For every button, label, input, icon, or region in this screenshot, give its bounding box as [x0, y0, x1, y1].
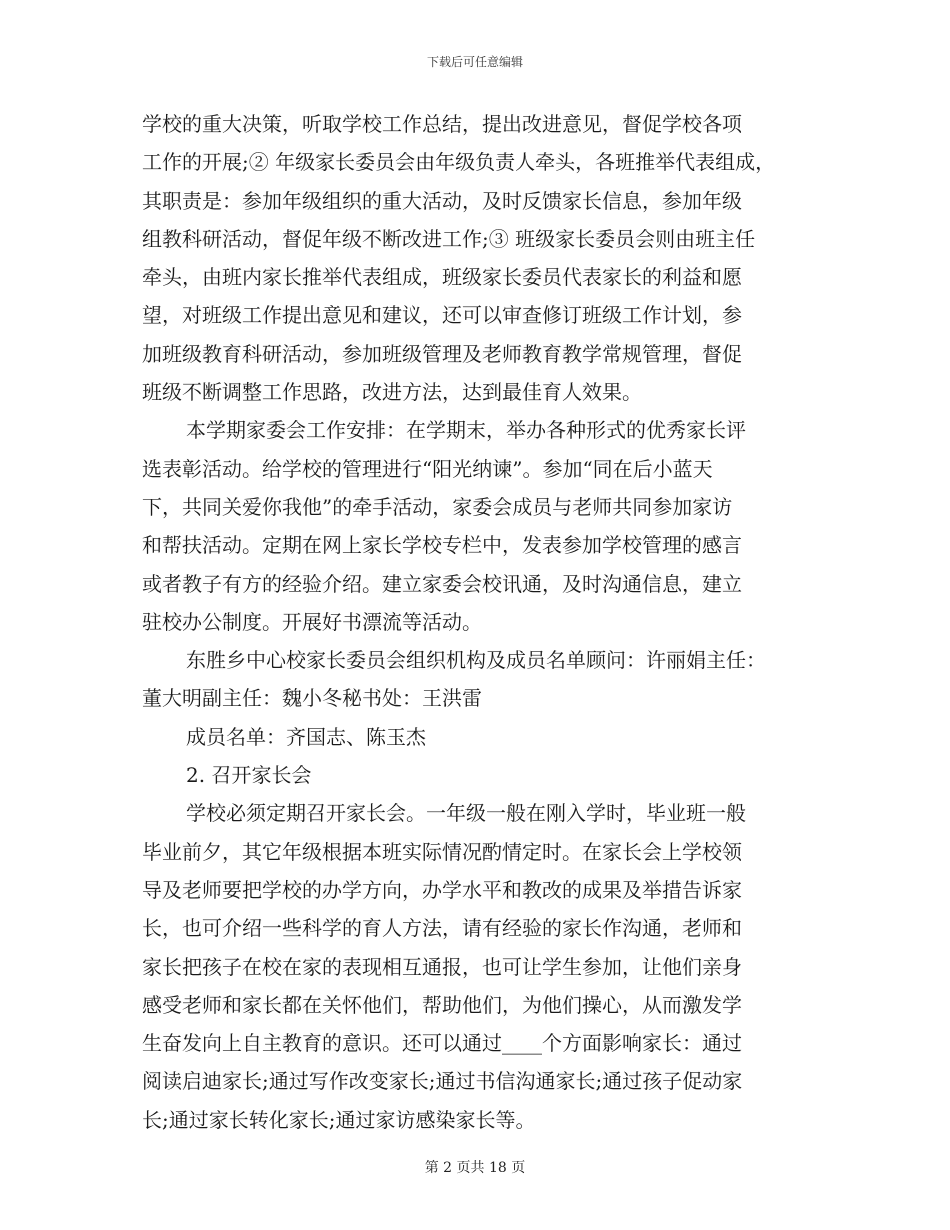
text-line: 下，共同关爱你我他”的牵手活动，家委会成员与老师共同参加家访 — [142, 494, 733, 519]
text-line: 工作的开展;② 年级家长委员会由年级负责人牵头，各班推举代表组成， — [142, 150, 776, 175]
text-line: 成员名单：齐国志、陈玉杰 — [186, 724, 426, 749]
paragraph — [142, 641, 822, 718]
text-line: 2. 召开家长会 — [186, 763, 312, 788]
text-line: 其职责是：参加年级组织的重大活动，及时反馈家长信息，参加年级 — [142, 188, 742, 213]
section-heading — [142, 756, 822, 794]
text-line: 牵头，由班内家长推举代表组成，班级家长委员代表家长的利益和愿 — [142, 265, 742, 290]
paragraph — [142, 718, 822, 756]
text-line: 组教科研活动，督促年级不断改进工作;③ 班级家长委员会则由班主任 — [142, 226, 756, 251]
text-line: 或者教子有方的经验介绍。建立家委会校讯通，及时沟通信息，建立 — [142, 571, 742, 596]
text-line: 生奋发向上自主教育的意识。还可以通过____个方面影响家长：通过 — [142, 1031, 742, 1056]
text-line: 导及老师要把学校的办学方向，办学水平和教改的成果及举措告诉家 — [142, 877, 742, 902]
text-line: 毕业前夕，其它年级根据本班实际情况酌情定时。在家长会上学校领 — [142, 839, 742, 864]
paragraph — [142, 411, 822, 641]
text-line: 和帮扶活动。定期在网上家长学校专栏中，发表参加学校管理的感言 — [142, 533, 742, 558]
text-line: 长，也可介绍一些科学的育人方法，请有经验的家长作沟通，老师和 — [142, 916, 742, 941]
text-line: 董大明副主任：魏小冬秘书处：王洪雷 — [142, 686, 482, 711]
text-line: 加班级教育科研活动，参加班级管理及老师教育教学常规管理，督促 — [142, 341, 742, 366]
text-line: 感受老师和家长都在关怀他们，帮助他们，为他们操心，从而激发学 — [142, 992, 742, 1017]
text-line: 驻校办公制度。开展好书漂流等活动。 — [142, 609, 482, 634]
text-line: 长;通过家长转化家长;通过家访感染家长等。 — [142, 1107, 536, 1132]
text-line: 本学期家委会工作安排：在学期末，举办各种形式的优秀家长评 — [186, 418, 746, 443]
text-line: 东胜乡中心校家长委员会组织机构及成员名单顾问：许丽娟主任： — [186, 648, 766, 673]
text-line: 望，对班级工作提出意见和建议，还可以审查修订班级工作计划，参 — [142, 303, 742, 328]
text-line: 学校的重大决策，听取学校工作总结，提出改进意见，督促学校各项 — [142, 112, 742, 136]
page-header: 下载后可任意编辑 — [426, 55, 523, 69]
document-body — [142, 105, 822, 1139]
page-footer: 第 2 页共 18 页 — [424, 1160, 526, 1176]
text-line: 班级不断调整工作思路，改进方法，达到最佳育人效果。 — [142, 380, 642, 405]
paragraph — [142, 794, 822, 1139]
text-line: 家长把孩子在校在家的表现相互通报，也可让学生参加，让他们亲身 — [142, 954, 742, 979]
text-line: 学校必须定期召开家长会。一年级一般在刚入学时，毕业班一般 — [186, 801, 746, 826]
text-line: 阅读启迪家长;通过写作改变家长;通过书信沟通家长;通过孩子促动家 — [142, 1069, 743, 1094]
text-line: 选表彰活动。给学校的管理进行“阳光纳谏”。参加“同在后小蓝天 — [142, 456, 713, 481]
paragraph — [142, 105, 822, 411]
